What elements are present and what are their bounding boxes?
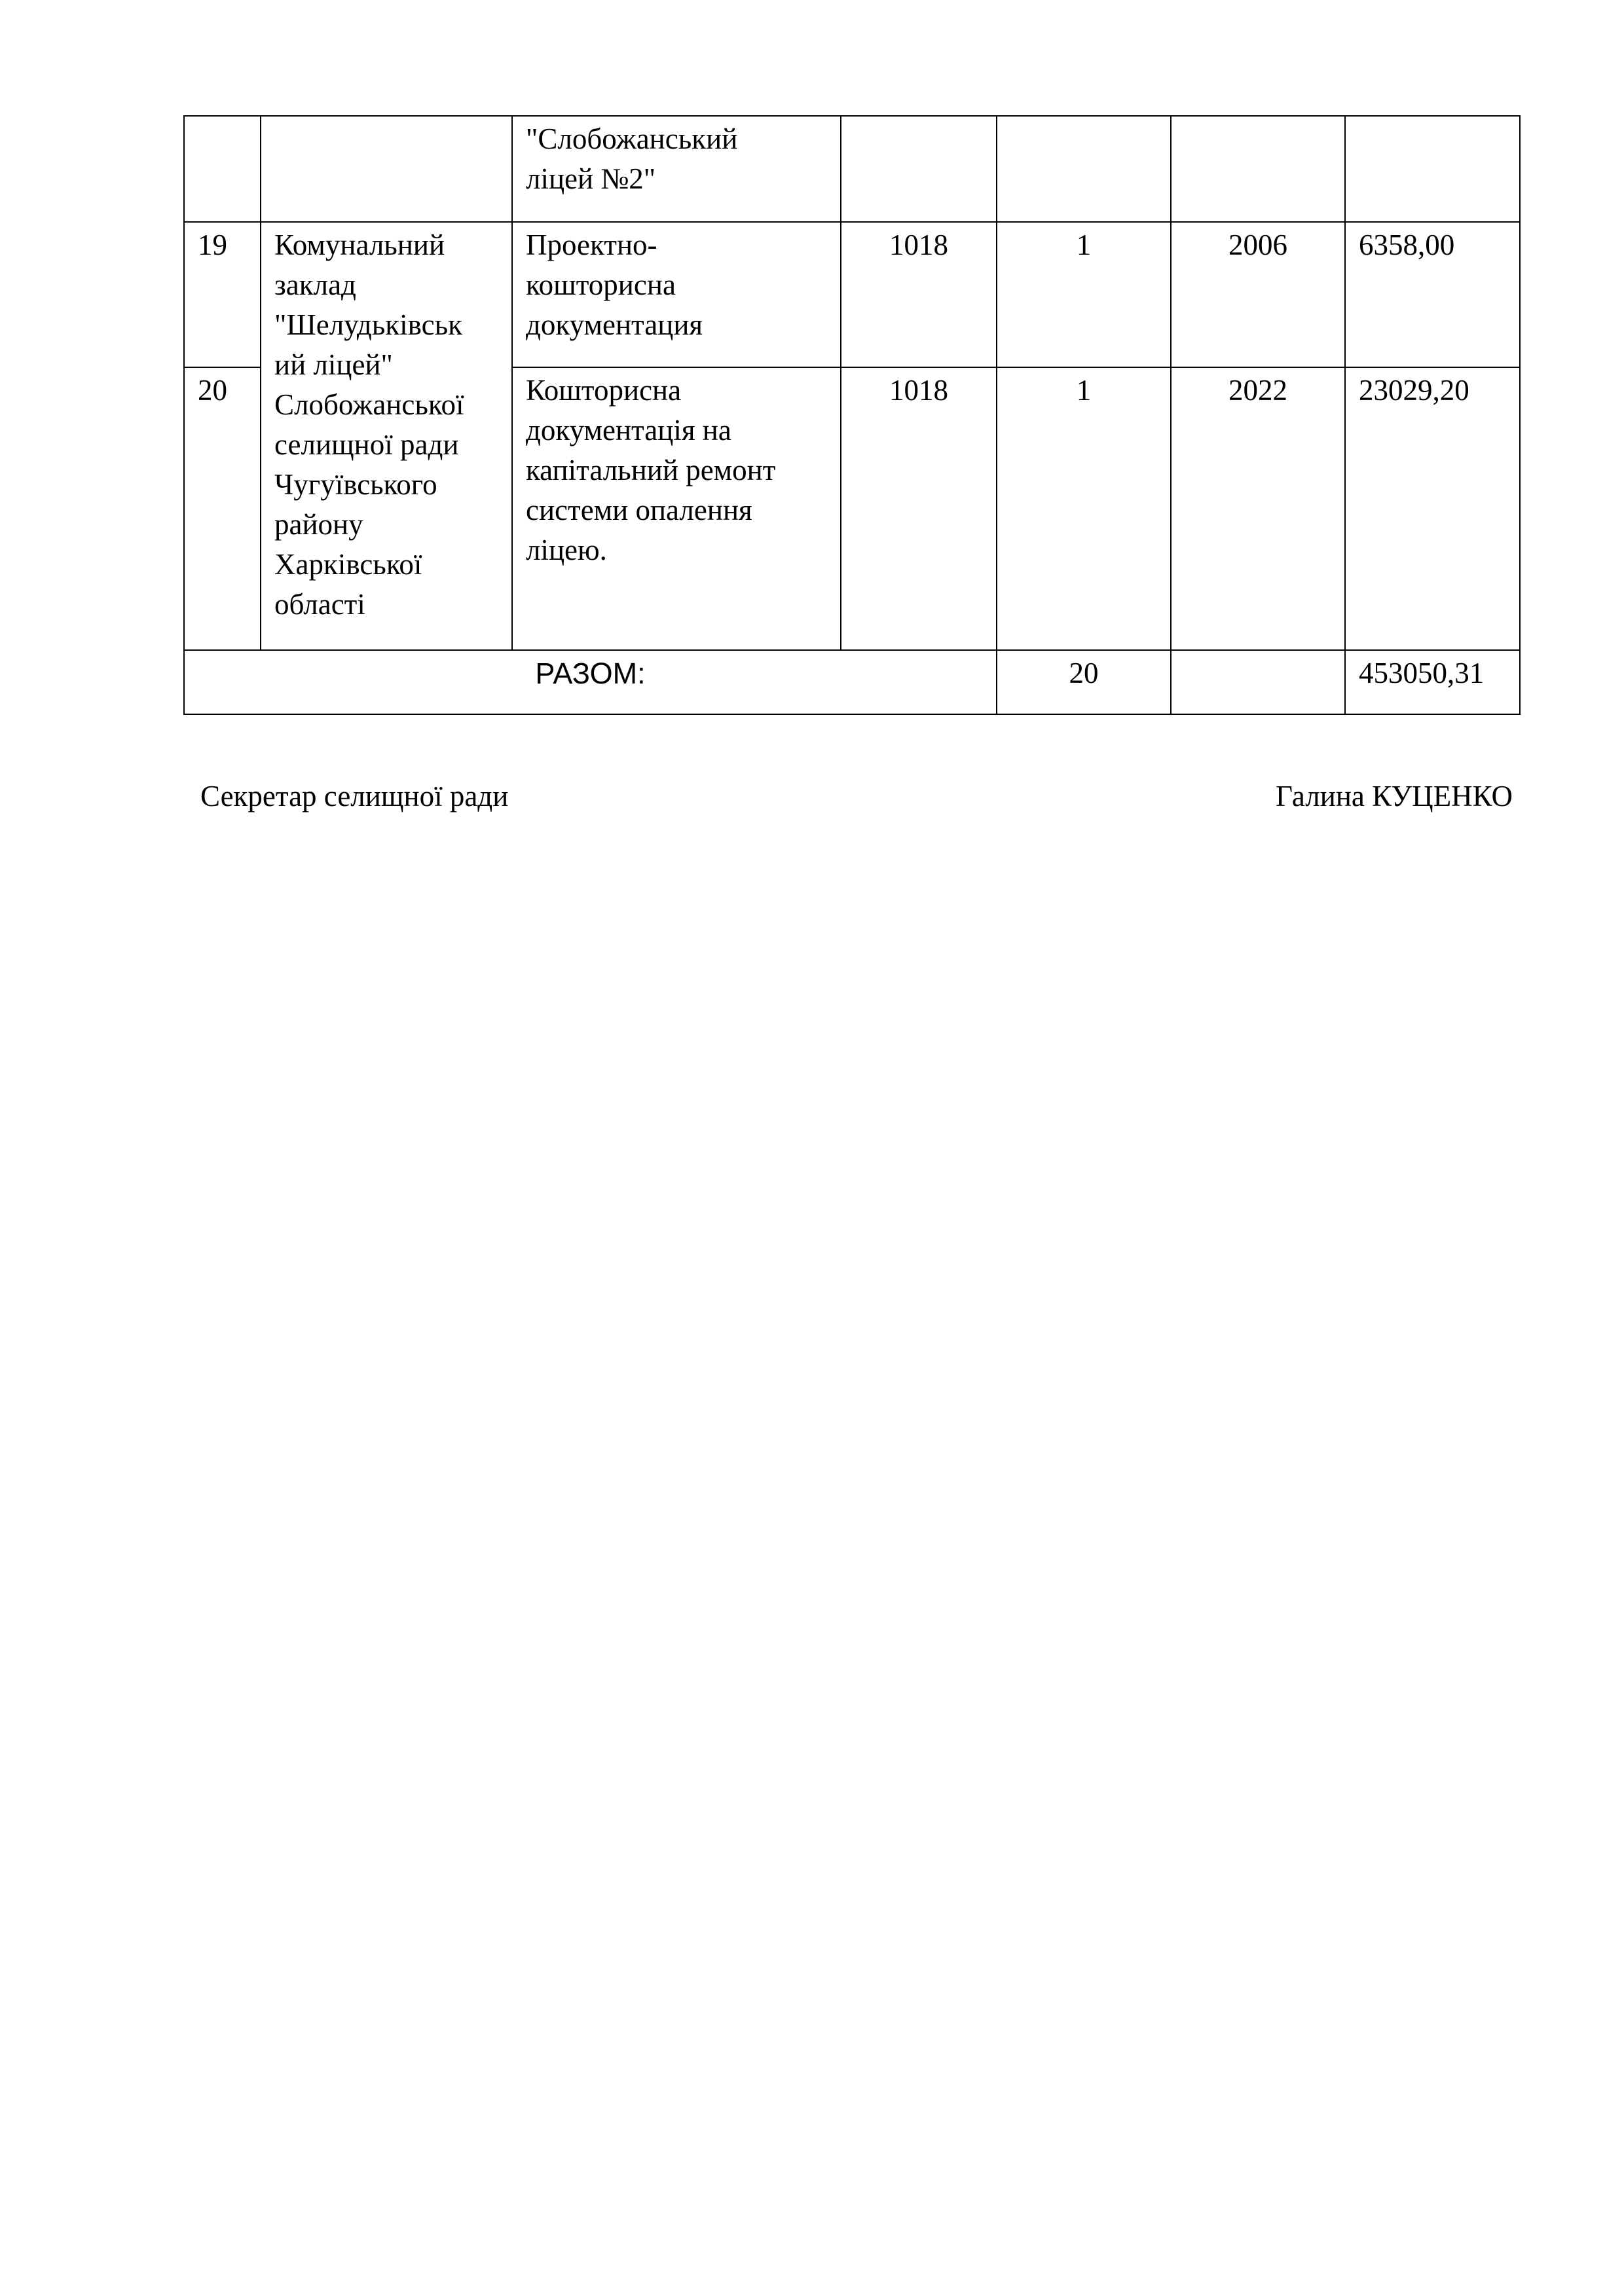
total-label: РАЗОМ: — [184, 650, 997, 714]
cell-year: 2006 — [1171, 222, 1345, 367]
cell-account: 1018 — [841, 222, 997, 367]
cell-row-number: 19 — [184, 222, 261, 367]
total-amount: 453050,31 — [1345, 650, 1520, 714]
cell-amount: 23029,20 — [1345, 367, 1520, 650]
cell-row-number: 20 — [184, 367, 261, 650]
cell-qty-empty — [997, 116, 1171, 222]
cell-institution-empty — [261, 116, 512, 222]
cell-year-empty — [1171, 116, 1345, 222]
cell-quantity: 1 — [997, 222, 1171, 367]
table-row-continuation — [184, 116, 1520, 222]
cell-item-name: Кошторисна документація на капітальний ремонт системи опалення ліцею. — [512, 367, 841, 650]
cell-num-empty — [184, 116, 261, 222]
table-row-total — [184, 650, 1520, 714]
cell-item-name: Проектно- кошторисна документация — [512, 222, 841, 367]
assets-table — [183, 115, 1521, 715]
total-year-empty — [1171, 650, 1345, 714]
signatory-position: Секретар селищної ради — [200, 780, 509, 812]
cell-object-continuation: "Слобожанський ліцей №2" — [512, 116, 841, 222]
cell-year: 2022 — [1171, 367, 1345, 650]
cell-account-empty — [841, 116, 997, 222]
total-quantity: 20 — [997, 650, 1171, 714]
signatory-name: Галина КУЦЕНКО — [1276, 780, 1513, 812]
cell-institution: Комунальний заклад "Шелудьківськ ий ліцей" Слобожанської селищної ради Чугуївського району Харківської області — [261, 222, 512, 650]
cell-amount-empty — [1345, 116, 1520, 222]
cell-amount: 6358,00 — [1345, 222, 1520, 367]
table-row-19 — [184, 222, 1520, 367]
cell-quantity: 1 — [997, 367, 1171, 650]
cell-account: 1018 — [841, 367, 997, 650]
